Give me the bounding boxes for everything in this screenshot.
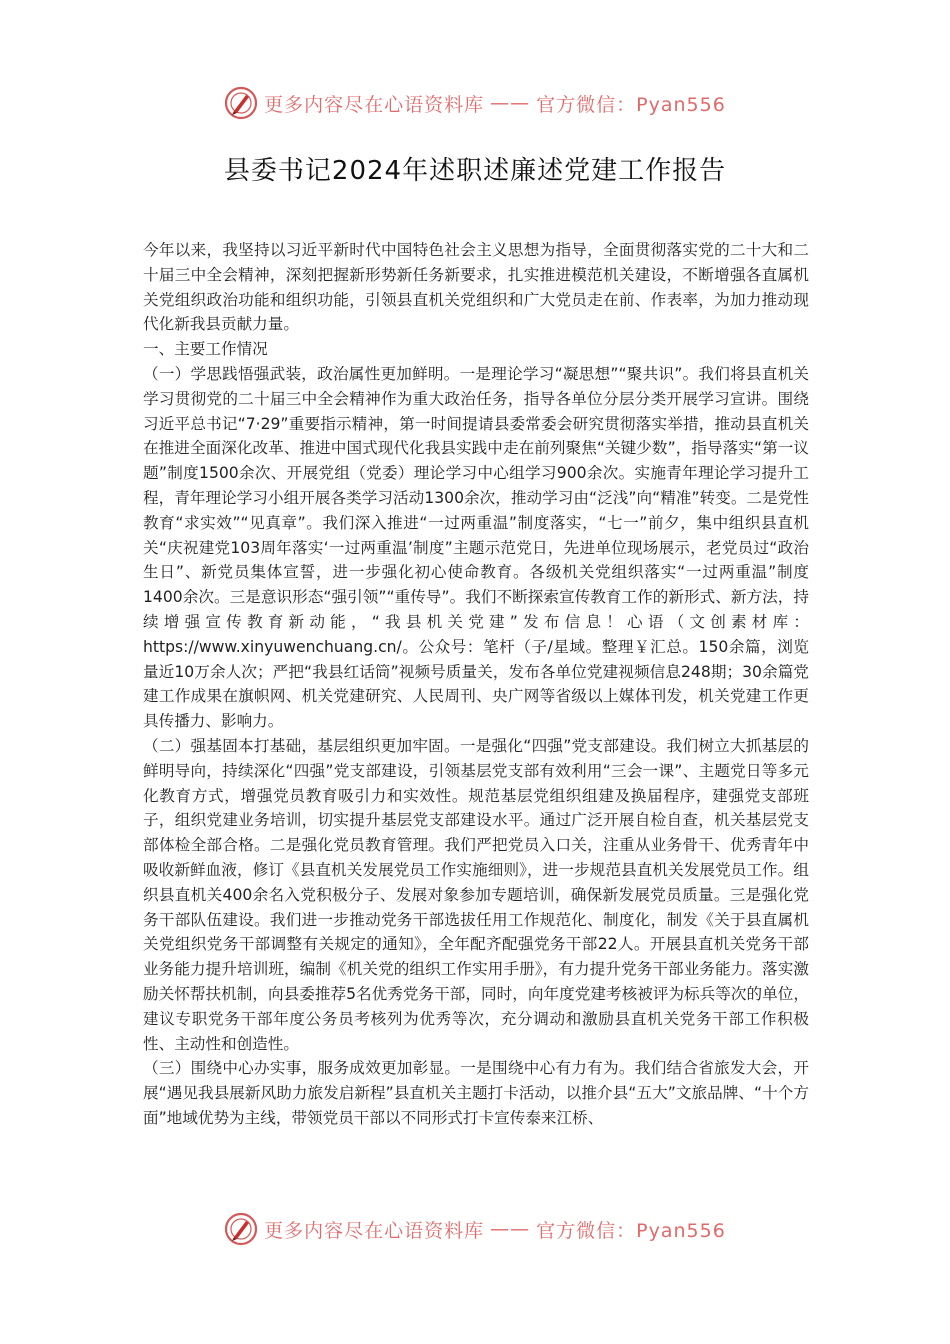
footer-banner [0, 1212, 950, 1246]
section-heading: 一、主要工作情况 [143, 340, 268, 359]
document-body [143, 238, 809, 1131]
paragraph-section-3: （三）围绕中心办实事，服务成效更加彰显。一是围绕中心有力有为。我们结合省旅发大会，开展“遇见我县展新风助力旅发启新程”县直机关主题打卡活动，以推介县“五大”文旅品牌、“十个方面”地域优势为主线，带领党员干部以不同形式打卡宣传泰来江桥、 [143, 1059, 809, 1127]
pen-logo-icon [224, 1212, 258, 1246]
wechat-text: 官方微信：Pyan556 [536, 93, 726, 116]
banner-dash: —— [490, 1218, 531, 1240]
wechat-text: 官方微信：Pyan556 [536, 1219, 726, 1242]
brand-text: 更多内容尽在心语资料库 [264, 1219, 485, 1242]
document-title: 县委书记2024年述职述廉述党建工作报告 [223, 156, 727, 186]
brand-text: 更多内容尽在心语资料库 [264, 93, 485, 116]
paragraph-intro: 今年以来，我坚持以习近平新时代中国特色社会主义思想为指导，全面贯彻落实党的二十大和二十届三中全会精神，深刻把握新形势新任务新要求，扎实推进模范机关建设，不断增强各直属机关党组织政治功能和组织功能，引领县直机关党组织和广大党员走在前、作表率，为加力推动现代化新我县贡献力量。 [143, 241, 809, 334]
paragraph-section-1: （一）学思践悟强武装，政治属性更加鲜明。一是理论学习“凝思想”“聚共识”。我们将县直机关学习贯彻党的二十届三中全会精神作为重大政治任务，指导各单位分层分类开展学习宣讲。围绕习近平总书记“7·29”重要指示精神，第一时间提请县委常委会研究贯彻落实举措，推动县直机关在推进全面深化改革、推进中国式现代化我县实践中走在前列聚焦“关键少数”，指导落实“第一议题”制度1500余次、开展党组（党委）理论学习中心组学习900余次。实施青年理论学习提升工程，青年理论学习小组开展各类学习活动1300余次，推动学习由“泛浅”向“精准”转变。二是党性教育“求实效”“见真章”。我们深入推进“一过两重温”制度落实，“七一”前夕，集中组织县直机关“庆祝建党103周年落实‘一过两重温’制度”主题示范党日，先进单位现场展示，老党员过“政治生日”、新党员集体宣誓，进一步强化初心使命教育。各级机关党组织落实“一过两重温”制度1400余次。三是意识形态“强引领”“重传导”。我们不断探索宣传教育工作的新形式、新方法，持续增强宣传教育新动能，“我县机关党建”发布信息！心语（文创素材库：https://www.xinyuwenchuang.cn/。公众号：笔杆（子/星域。整理￥汇总。150余篇，浏览量近10万余人次；严把“我县红话筒”视频号质量关，发布各单位党建视频信息248期；30余篇党建工作成果在旗帜网、机关党建研究、人民周刊、央广网等省级以上媒体刊发，机关党建工作更具传播力、影响力。 [143, 364, 809, 731]
pen-logo-icon [224, 86, 258, 120]
banner-dash: —— [490, 92, 531, 114]
header-banner [0, 86, 950, 120]
paragraph-section-2: （二）强基固本打基础，基层组织更加牢固。一是强化“四强”党支部建设。我们树立大抓基层的鲜明导向，持续深化“四强”党支部建设，引领基层党支部有效利用“三会一课”、主题党日等多元化教育方式，增强党员教育吸引力和实效性。规范基层党组织组建及换届程序，建强党支部班子，组织党建业务培训，切实提升基层党支部建设水平。通过广泛开展自检自查，机关基层党支部体检全部合格。二是强化党员教育管理。我们严把党员入口关，注重从业务骨干、优秀青年中吸收新鲜血液，修订《县直机关发展党员工作实施细则》，进一步规范县直机关发展党员工作。组织县直机关400余名入党积极分子、发展对象参加专题培训，确保新发展党员质量。三是强化党务干部队伍建设。我们进一步推动党务干部选拔任用工作规范化、制度化，制发《关于县直属机关党组织党务干部调整有关规定的通知》，全年配齐配强党务干部22人。开展县直机关党务干部业务能力提升培训班，编制《机关党的组织工作实用手册》，有力提升党务干部业务能力。落实激励关怀帮扶机制，向县委推荐5名优秀党务干部，同时，向年度党建考核被评为标兵等次的单位，建议专职党务干部年度公务员考核列为优秀等次，充分调动和激励县直机关党务干部工作积极性、主动性和创造性。 [143, 736, 809, 1053]
